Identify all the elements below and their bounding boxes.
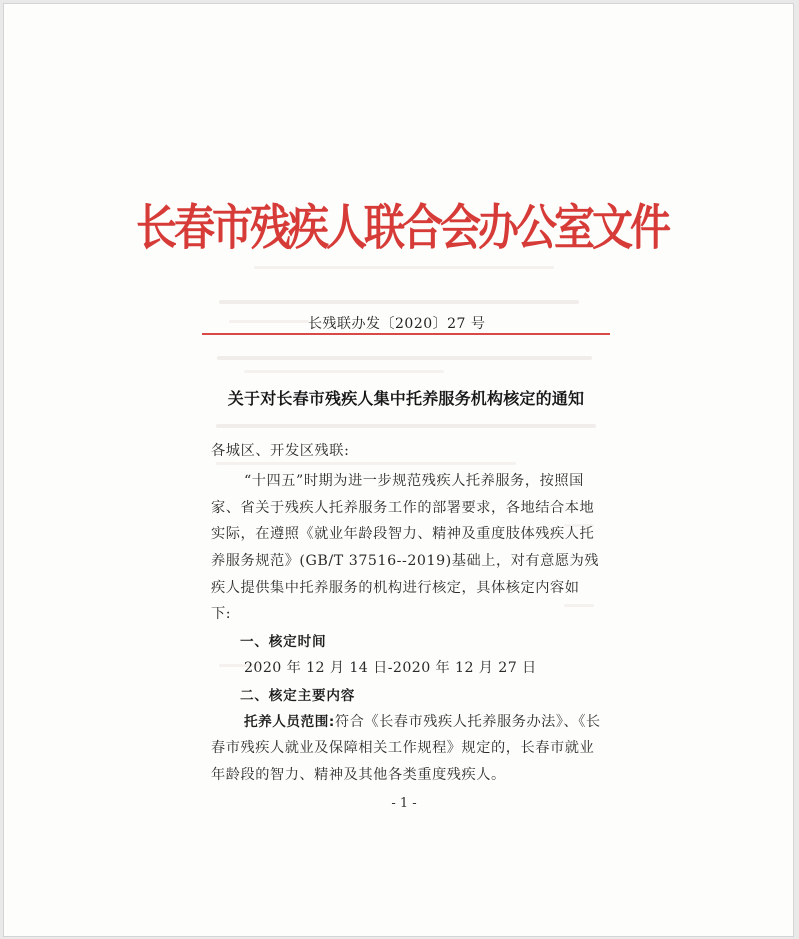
intro-line: 疾人提供集中托养服务的机构进行核定，具体核定内容如: [211, 580, 580, 596]
bleed-through-mark: [216, 424, 596, 428]
intro-line: 实际，在遵照《就业年龄段智力、精神及重度肢体残疾人托: [211, 526, 595, 542]
bleed-through-mark: [219, 300, 579, 304]
eligibility-line: [244, 710, 629, 731]
salutation: 各城区、开发区残联:: [211, 443, 350, 459]
section-heading-schedule: 一、核定时间: [240, 634, 327, 650]
document-number: 长残联办发〔2020〕27 号: [308, 316, 486, 332]
bleed-through-mark: [217, 356, 592, 360]
document-header-title: 长春市残疾人联合会办公室文件: [136, 198, 668, 256]
bleed-through-mark: [254, 266, 554, 269]
eligibility-line: 年龄段的智力、精神及其他各类重度残疾人。: [211, 767, 506, 783]
eligibility-line: 春市残疾人就业及保障相关工作规程》规定的，长春市就业: [211, 740, 595, 756]
intro-line: “十四五”时期为进一步规范残疾人托养服务，按照国: [244, 473, 584, 489]
header-red-divider: [202, 333, 610, 335]
schedule-dates: 2020 年 12 月 14 日-2020 年 12 月 27 日: [244, 660, 537, 676]
intro-line: 养服务规范》(GB/T 37516--2019)基础上，对有意愿为残: [211, 553, 600, 569]
page-number: - 1 -: [391, 796, 417, 811]
intro-line: 下:: [211, 606, 232, 622]
eligibility-lead: 托养人员范围:: [244, 714, 335, 730]
eligibility-text: 符合《长春市残疾人托养服务办法》、《长: [334, 714, 601, 730]
section-heading-content: 二、核定主要内容: [240, 688, 356, 704]
notice-title: 关于对长春市残疾人集中托养服务机构核定的通知: [227, 389, 585, 408]
intro-line: 家、省关于残疾人托养服务工作的部署要求，各地结合本地: [211, 500, 595, 516]
bleed-through-mark: [244, 370, 444, 373]
document-page: [3, 3, 794, 937]
bleed-through-mark: [216, 462, 516, 465]
bleed-through-mark: [229, 320, 309, 323]
